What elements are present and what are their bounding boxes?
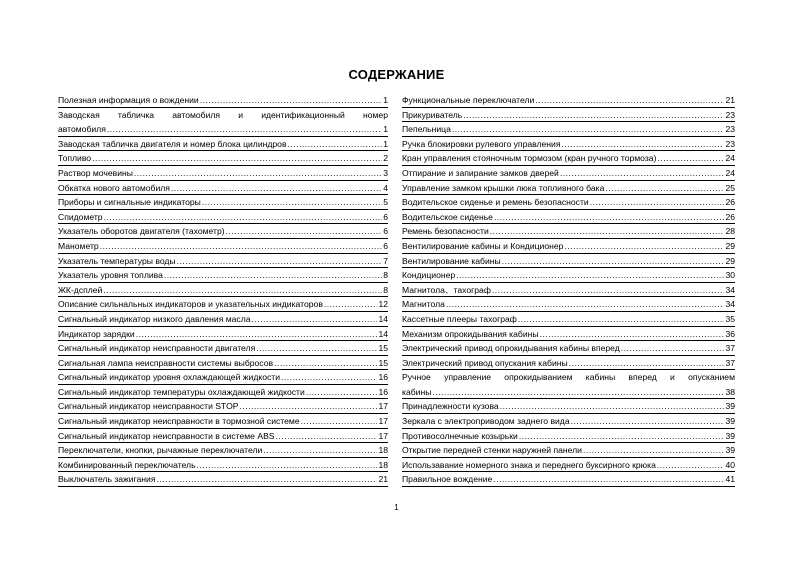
toc-entry[interactable]	[58, 254, 388, 269]
toc-entry-title: Вентилирование кабины	[402, 255, 501, 266]
dot-leader	[518, 312, 725, 327]
toc-entry-page: 39	[725, 401, 735, 412]
toc-entry-page: 17	[378, 401, 388, 412]
toc-entry[interactable]	[402, 458, 735, 473]
toc-entry-title: Комбинированный переключатель	[58, 459, 196, 470]
dot-leader	[107, 122, 382, 137]
toc-entry-page: 39	[725, 445, 735, 456]
toc-entry-page: 17	[378, 430, 388, 441]
dot-leader	[100, 239, 383, 254]
toc-entry-title: Манометр	[58, 240, 99, 251]
dot-leader	[134, 166, 382, 181]
toc-entry[interactable]	[402, 312, 735, 327]
toc-entry-page: 1	[383, 138, 388, 149]
toc-left-column	[58, 93, 388, 487]
toc-entry[interactable]	[58, 239, 388, 254]
toc-entry-title: Выключатель зажигания	[58, 474, 156, 485]
toc-entry-title: ЖК-дсплей	[58, 284, 103, 295]
dot-leader	[256, 341, 377, 356]
toc-entry-title: Топливо	[58, 153, 92, 164]
toc-entry-title: Обкатка нового автомобиля	[58, 182, 170, 193]
toc-entry[interactable]	[402, 122, 735, 137]
dot-leader	[657, 458, 725, 473]
toc-entry[interactable]	[58, 297, 388, 312]
toc-entry-title: Кондиционер	[402, 270, 456, 281]
toc-entry-page: 15	[378, 343, 388, 354]
toc-entry-title: Спидометр	[58, 211, 103, 222]
toc-entry[interactable]	[58, 93, 388, 108]
toc-entry-page: 40	[725, 459, 735, 470]
toc-entry-title: Электрический привод опускания кабины	[402, 357, 568, 368]
toc-entry-page: 34	[725, 299, 735, 310]
toc-entry[interactable]	[58, 312, 388, 327]
toc-entry-title: Указатель температуры воды	[58, 255, 176, 266]
toc-entry-title: Полезная информация о вождении	[58, 95, 199, 105]
toc-entry-title: Принадлежности кузова	[402, 401, 499, 412]
toc-entry[interactable]	[58, 443, 388, 458]
toc-entry-title: Открытие передней стенки наружней панели	[402, 445, 582, 456]
toc-entry-page: 2	[383, 153, 388, 164]
dot-leader	[103, 283, 382, 298]
toc-entry[interactable]	[402, 283, 735, 298]
dot-leader	[200, 93, 383, 108]
toc-entry[interactable]	[402, 356, 735, 371]
dot-leader	[456, 268, 724, 283]
toc-entry-page: 15	[378, 357, 388, 368]
toc-entry-title-line1: Ручное управление опрокидыванием кабины вперед и опусканием	[402, 372, 735, 383]
toc-entry-title: Пепельница	[402, 124, 451, 135]
toc-entry-title: Приборы и сигнальные индикаторы	[58, 197, 201, 208]
toc-entry[interactable]	[58, 137, 388, 152]
toc-entry-page: 23	[725, 138, 735, 149]
toc-entry[interactable]	[58, 283, 388, 298]
dot-leader	[104, 210, 383, 225]
dot-leader	[177, 254, 383, 269]
toc-entry-page: 21	[378, 474, 388, 485]
toc-entry[interactable]	[58, 356, 388, 371]
page-number: 1	[394, 503, 399, 512]
dot-leader	[540, 327, 725, 342]
dot-leader	[500, 399, 725, 414]
toc-entry-title: Отпирание и запирание замков дверей	[402, 167, 559, 178]
dot-leader	[240, 399, 378, 414]
toc-entry-page: 24	[725, 153, 735, 164]
toc-entry-title: Указатель уровня топлива	[58, 270, 163, 281]
toc-entry-title: Сигнальный индикатор неисправности в тормозной системе	[58, 416, 300, 427]
toc-entry[interactable]	[58, 370, 388, 385]
dot-leader	[535, 93, 724, 108]
toc-entry-page: 7	[383, 255, 388, 266]
dot-leader	[226, 224, 383, 239]
toc-entry-title: Сигнальный индикатор температуры охлаждающей жидкости	[58, 386, 305, 397]
dot-leader	[492, 283, 725, 298]
toc-entry-title: Механизм опрокидывания кабины	[402, 328, 539, 339]
toc-entry-page: 21	[725, 95, 735, 105]
toc-entry-page: 23	[725, 109, 735, 120]
toc-entry-page: 5	[383, 197, 388, 208]
toc-entry[interactable]	[58, 399, 388, 414]
toc-entry-page: 28	[725, 226, 735, 237]
toc-entry-page: 18	[378, 459, 388, 470]
dot-leader	[494, 210, 724, 225]
toc-entry[interactable]	[402, 166, 735, 181]
toc-entry[interactable]	[402, 108, 735, 123]
toc-entry-page: 14	[378, 328, 388, 339]
toc-entry-page: 30	[725, 270, 735, 281]
toc-entry-page: 6	[383, 211, 388, 222]
dot-leader	[452, 122, 725, 137]
dot-leader	[562, 137, 725, 152]
toc-entry-title: Противосолнечные козырьки	[402, 430, 518, 441]
dot-leader	[202, 195, 382, 210]
toc-entry-page: 29	[725, 255, 735, 266]
toc-entry[interactable]	[58, 414, 388, 429]
toc-entry-page: 26	[725, 197, 735, 208]
dot-leader	[583, 443, 725, 458]
toc-entry-title: Магнитола、тахограф	[402, 284, 491, 295]
dot-leader	[276, 429, 378, 444]
dot-leader	[564, 239, 724, 254]
dot-leader	[502, 254, 725, 269]
dot-leader	[324, 297, 378, 312]
toc-entry-page: 29	[725, 240, 735, 251]
dot-leader	[92, 151, 382, 166]
toc-entry-page: 6	[383, 240, 388, 251]
toc-entry-page: 35	[725, 313, 735, 324]
toc-entry-title: Сигнальная лампа неисправности системы выбросов	[58, 357, 274, 368]
dot-leader	[164, 268, 382, 283]
toc-entry[interactable]	[402, 429, 735, 444]
toc-entry-title: Магнитола	[402, 299, 445, 310]
dot-leader	[288, 137, 383, 152]
toc-entry-page: 39	[725, 430, 735, 441]
dot-leader	[432, 385, 724, 400]
toc-entry[interactable]	[58, 151, 388, 166]
toc-entry[interactable]	[58, 327, 388, 342]
dot-leader	[571, 414, 725, 429]
dot-leader	[519, 429, 725, 444]
toc-entry-title: Заводская табличка двигателя и номер блока цилиндров	[58, 138, 287, 149]
toc-entry-title: Сигнальный индикатор уровня охлаждающей жидкости	[58, 372, 281, 383]
toc-entry-title: Ремень безопасности	[402, 226, 489, 237]
dot-leader	[493, 472, 724, 487]
toc-entry[interactable]	[58, 472, 388, 487]
toc-entry[interactable]	[402, 297, 735, 312]
toc-entry[interactable]	[402, 268, 735, 283]
toc-entry-page: 1	[383, 95, 388, 105]
dot-leader	[281, 370, 377, 385]
toc-entry-page: 23	[725, 124, 735, 135]
toc-entry-title: Водительское сиденье	[402, 211, 493, 222]
toc-entry-page: 8	[383, 270, 388, 281]
toc-entry-title: кабины	[402, 386, 432, 397]
dot-leader	[252, 312, 378, 327]
toc-entry-page: 34	[725, 284, 735, 295]
toc-entry-title: Использавание номерного знака и переднего буксирного крюка	[402, 459, 656, 470]
toc-entry[interactable]	[58, 224, 388, 239]
toc-entry[interactable]	[402, 370, 735, 399]
toc-entry[interactable]	[58, 341, 388, 356]
toc-entry-title: Водительское сиденье и ремень безопасности	[402, 197, 589, 208]
toc-entry-title: Сигнальный индикатор неисправности STOP	[58, 401, 239, 412]
toc-entry-page: 6	[383, 226, 388, 237]
toc-entry-title: автомобиля	[58, 124, 106, 135]
toc-entry[interactable]	[58, 385, 388, 400]
dot-leader	[446, 297, 724, 312]
toc-entry-page: 18	[378, 445, 388, 456]
toc-entry-title: Переключатели, кнопки, рычажные переключатели	[58, 445, 263, 456]
toc-entry-page: 37	[725, 343, 735, 354]
toc-entry-page: 36	[725, 328, 735, 339]
toc-entry-page: 37	[725, 357, 735, 368]
toc-right-column	[402, 93, 735, 487]
toc-entry[interactable]	[402, 414, 735, 429]
toc-entry-title: Раствор мочевины	[58, 167, 133, 178]
toc-entry[interactable]	[402, 254, 735, 269]
toc-entry[interactable]	[58, 458, 388, 473]
dot-leader	[171, 181, 382, 196]
dot-leader	[560, 166, 725, 181]
toc-entry-page: 39	[725, 416, 735, 427]
toc-entry-title: Функциональные переключатели	[402, 95, 535, 105]
toc-entry-title: Описание сильнальных индикаторов и указательных индикаторов	[58, 299, 323, 310]
dot-leader	[657, 151, 724, 166]
toc-entry[interactable]	[402, 399, 735, 414]
dot-leader	[274, 356, 377, 371]
dot-leader	[136, 327, 378, 342]
dot-leader	[463, 108, 724, 123]
toc-entry[interactable]	[402, 239, 735, 254]
toc-entry-title: Управление замком крышки люка топливного бака	[402, 182, 605, 193]
toc-entry[interactable]	[402, 93, 735, 108]
toc-entry-page: 8	[383, 284, 388, 295]
toc-entry[interactable]	[58, 210, 388, 225]
page-title: СОДЕРЖАНИЕ	[348, 67, 445, 82]
toc-entry-title: Сигнальный индикатор неисправности в системе ABS	[58, 430, 275, 441]
toc-entry-title: Сигнальный индикатор низкого давления масла	[58, 313, 251, 324]
toc-entry-page: 16	[378, 372, 388, 383]
toc-entry[interactable]	[402, 137, 735, 152]
toc-entry[interactable]	[58, 166, 388, 181]
dot-leader	[590, 195, 725, 210]
toc-entry[interactable]	[58, 181, 388, 196]
toc-entry[interactable]	[402, 341, 735, 356]
toc-entry[interactable]	[402, 181, 735, 196]
toc-entry-title: Вентилирование кабины и Кондиционер	[402, 240, 564, 251]
toc-entry-title: Электрический привод опрокидывания кабины вперед	[402, 343, 620, 354]
toc-entry-title: Указатель оборотов двигателя (тахометр)	[58, 226, 225, 237]
dot-leader	[605, 181, 724, 196]
toc-entry-page: 41	[725, 474, 735, 485]
toc-entry-page: 12	[378, 299, 388, 310]
toc-entry-title: Кассетные плееры тахограф	[402, 313, 517, 324]
toc-entry-page: 3	[383, 167, 388, 178]
toc-entry-page: 25	[725, 182, 735, 193]
toc-entry-title-line1: Заводская табличка автомобиля и идентификационный номер	[58, 109, 388, 120]
toc-entry[interactable]	[402, 195, 735, 210]
toc-entry-page: 16	[378, 386, 388, 397]
toc-entry-page: 38	[725, 386, 735, 397]
toc-entry[interactable]	[58, 268, 388, 283]
dot-leader	[490, 224, 725, 239]
toc-entry-page: 24	[725, 167, 735, 178]
dot-leader	[263, 443, 377, 458]
toc-entry-title: Ручка блокировки рулевого управления	[402, 138, 561, 149]
toc-entry-page: 26	[725, 211, 735, 222]
toc-entry-page: 4	[383, 182, 388, 193]
toc-entry-page: 1	[383, 124, 388, 135]
toc-entry-page: 17	[378, 416, 388, 427]
toc-entry[interactable]	[402, 210, 735, 225]
dot-leader	[301, 414, 378, 429]
toc-entry[interactable]	[402, 443, 735, 458]
toc-entry-title: Правильное вождение	[402, 474, 493, 485]
toc-entry-title: Кран управления стояночным тормозом (кран ручного тормоза)	[402, 153, 657, 164]
dot-leader	[621, 341, 725, 356]
toc-entry-page: 14	[378, 313, 388, 324]
dot-leader	[306, 385, 378, 400]
toc-entry-title: Прикуриватель	[402, 109, 463, 120]
dot-leader	[197, 458, 378, 473]
toc-entry[interactable]	[402, 327, 735, 342]
toc-entry[interactable]	[58, 108, 388, 137]
dot-leader	[569, 356, 725, 371]
toc-entry-title: Индикатор зарядки	[58, 328, 135, 339]
dot-leader	[157, 472, 378, 487]
toc-entry[interactable]	[58, 195, 388, 210]
toc-entry[interactable]	[402, 224, 735, 239]
toc-entry[interactable]	[58, 429, 388, 444]
toc-entry[interactable]	[402, 472, 735, 487]
toc-entry-title: Сигнальный индикатор неисправности двигателя	[58, 343, 256, 354]
toc-entry-title: Зеркала с электроприводом заднего вида	[402, 416, 570, 427]
toc-entry[interactable]	[402, 151, 735, 166]
